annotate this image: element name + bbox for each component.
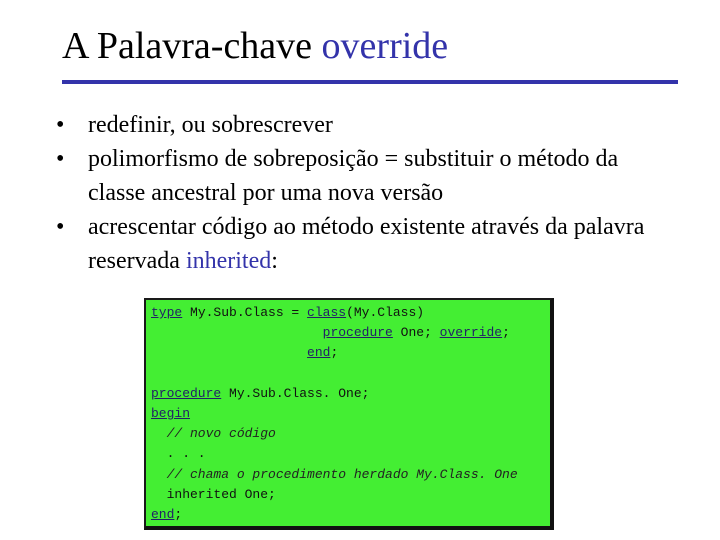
code-comment: // novo código — [151, 426, 276, 442]
bullet-marker: • — [56, 112, 65, 138]
slide-title — [62, 22, 448, 70]
code-comment: // chama o procedimento herdado My.Class. One — [151, 466, 518, 482]
title-underline — [62, 80, 678, 84]
title-accent: override — [321, 25, 449, 67]
code-text: ; — [174, 507, 183, 523]
bullet-list — [56, 108, 676, 278]
code-listing — [151, 303, 518, 525]
code-text: (My.Class) — [346, 305, 425, 320]
bullet-text: polimorfismo de sobreposição = substituir o método da classe ancestral por uma nova versão — [88, 146, 619, 206]
title-main: A Palavra-chave — [62, 25, 322, 67]
code-keyword: class — [307, 305, 347, 320]
code-box — [144, 298, 554, 530]
bullet-item — [56, 108, 676, 142]
code-text: inherited One; — [151, 486, 276, 502]
bullet-suffix: : — [271, 248, 278, 274]
bullet-item — [56, 210, 676, 278]
bullet-text: redefinir, ou sobrescrever — [88, 112, 333, 138]
bullet-text: acrescentar código ao método existente através da palavra reservada — [88, 214, 645, 274]
bullet-marker: • — [56, 146, 65, 172]
code-keyword: end — [307, 345, 331, 361]
bullet-item — [56, 142, 676, 210]
code-indent — [151, 345, 307, 360]
code-text: . . . — [151, 446, 206, 462]
code-indent — [151, 325, 323, 340]
code-text: ; — [502, 325, 510, 341]
code-text: My.Sub.Class = — [182, 305, 308, 320]
code-text: My.Sub.Class. One; — [221, 385, 370, 401]
code-keyword: procedure — [322, 325, 393, 341]
code-text: One; — [392, 325, 440, 341]
code-text: ; — [330, 345, 339, 361]
bullet-marker: • — [56, 214, 65, 240]
code-keyword: type — [151, 305, 183, 320]
code-keyword: procedure — [151, 385, 222, 401]
code-keyword: override — [439, 325, 503, 341]
code-keyword: begin — [151, 406, 191, 422]
code-keyword: end — [151, 507, 175, 523]
inherited-keyword: inherited — [185, 248, 272, 274]
